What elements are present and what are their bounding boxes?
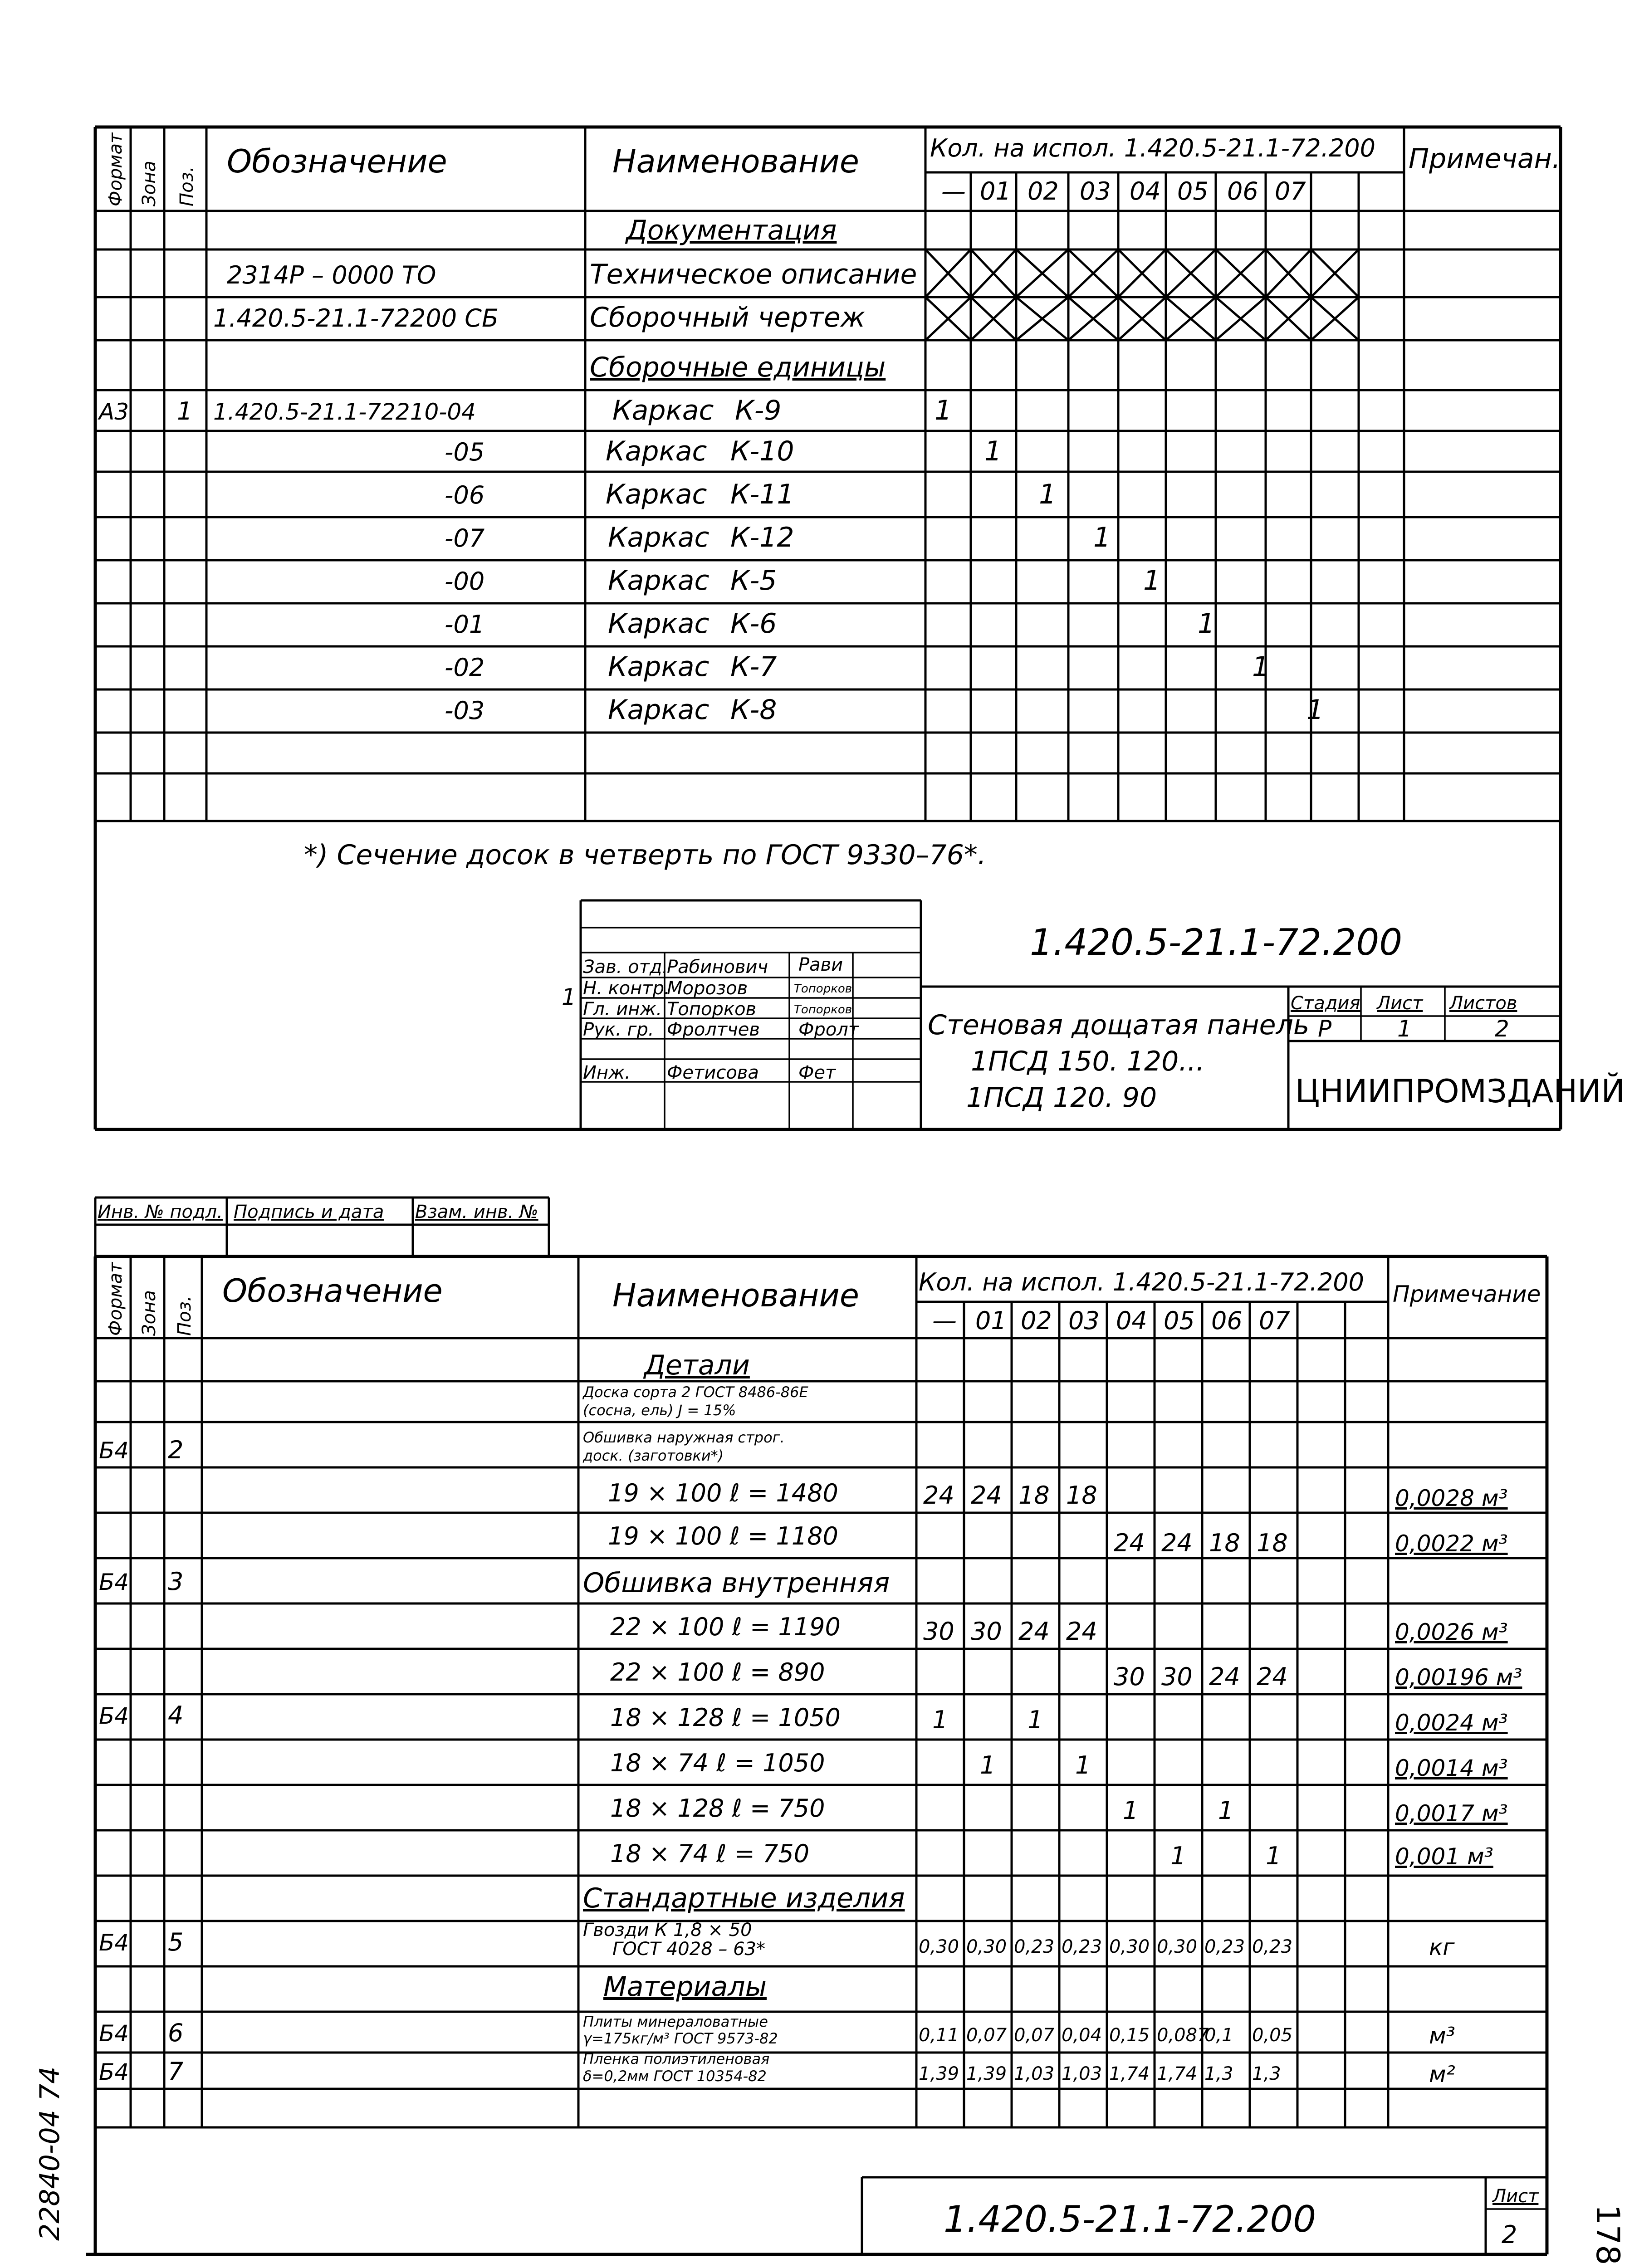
qty-cell: 0,30 [1157, 1936, 1198, 1957]
qty-cell: 1,74 [1109, 2063, 1150, 2084]
parts-row [582, 1383, 809, 1419]
row-mark: К-6 [730, 608, 777, 640]
row-name-line: доск. (заготовки*) [583, 1447, 724, 1464]
row-name: Каркас [608, 608, 710, 640]
variant-header: 04 [1116, 1306, 1147, 1335]
header-designation: Обозначение [222, 1272, 443, 1310]
archive-inv-label: Инв. № подл. [98, 1202, 223, 1222]
qty-cell: 0,11 [919, 2025, 959, 2046]
row-format: А3 [99, 399, 129, 425]
sheet-label: Лист [1492, 2186, 1539, 2207]
assembly-row [445, 479, 1056, 510]
section-documentation [213, 215, 1359, 340]
row-name: Каркас [606, 435, 707, 467]
row-pos: 1 [177, 397, 193, 425]
section-assembly-units [98, 352, 1324, 726]
row-name-line: γ=175кг/м³ ГОСТ 9573-82 [583, 2030, 778, 2047]
qty-cell: 24 [971, 1481, 1002, 1510]
assembly-row [98, 395, 952, 426]
footnote: *) Сечение досок в четверть по ГОСТ 9330–76*. [304, 839, 986, 871]
row-mark: К-10 [730, 435, 794, 467]
qty-cell: 24 [1257, 1662, 1288, 1691]
qty-cell: 0,23 [1062, 1936, 1102, 1957]
qty-cell: 0,30 [919, 1936, 959, 1957]
assembly-row [445, 435, 1002, 467]
row-designation: -02 [445, 653, 485, 682]
crossed-cells [925, 249, 1359, 340]
signature: Топорков [794, 982, 852, 996]
row-name-line: ГОСТ 4028 – 63* [612, 1939, 765, 1960]
variant-header: 01 [975, 1306, 1007, 1335]
organization: ЦНИИПРОМЗДАНИЙ [1295, 1073, 1625, 1110]
standard-row [99, 1920, 1455, 1960]
stage-value: Р [1318, 1016, 1332, 1042]
qty-cell: 0,30 [1109, 1936, 1150, 1957]
qty-cell: 0,04 [1062, 2025, 1102, 2046]
doc-name: Сборочный чертеж [590, 302, 865, 333]
qty-cell: 1,03 [1062, 2063, 1102, 2084]
row-note: 0,001 м³ [1395, 1843, 1493, 1870]
row-format: Б4 [99, 2020, 129, 2047]
row-format: Б4 [99, 1930, 129, 1956]
qty-cell: 24 [1209, 1662, 1240, 1691]
variant-header: 06 [1211, 1306, 1243, 1335]
row-mark: К-9 [735, 395, 782, 426]
row-name-line: δ=0,2мм ГОСТ 10354-82 [583, 2068, 767, 2085]
qty-cell: 24 [923, 1481, 954, 1510]
sheet-value: 1 [1397, 1016, 1412, 1042]
parts-row [610, 1839, 1493, 1870]
doc-designation: 1.420.5-21.1-72200 СБ [213, 304, 499, 332]
row-note: 0,00196 м³ [1395, 1664, 1522, 1691]
qty-mark: 1 [1198, 608, 1215, 640]
person-name: Морозов [667, 978, 748, 999]
signature: Фет [798, 1062, 836, 1083]
archive-sign-label: Подпись и дата [234, 1202, 384, 1222]
stamp-title-line: 1ПСД 120. 90 [966, 1082, 1157, 1114]
row-mark: К-11 [730, 479, 794, 510]
qty-cell: 0,07 [966, 2025, 1007, 2046]
header-pos: Поз. [174, 1295, 195, 1336]
variant-header: 01 [980, 177, 1011, 205]
qty-cell: 24 [1018, 1617, 1050, 1646]
role: Зав. отд. [583, 957, 668, 978]
qty-cell: 1,39 [919, 2063, 959, 2084]
row-name: 22 × 100 ℓ = 890 [610, 1658, 825, 1686]
stamp-code: 1.420.5-21.1-72.200 [1030, 921, 1403, 963]
header-designation: Обозначение [227, 143, 447, 180]
row-name: Каркас [608, 694, 710, 726]
page-number: 178 [1589, 2204, 1626, 2265]
revision-mark: 1 [562, 984, 576, 1010]
row-note: 0,0024 м³ [1395, 1710, 1508, 1736]
sheet-2-specification [34, 1198, 1626, 2265]
qty-mark: 1 [984, 435, 1002, 467]
role: Н. контр. [583, 978, 670, 999]
row-format: Б4 [99, 1569, 129, 1595]
row-mark: К-8 [730, 694, 777, 726]
assembly-row [445, 694, 1324, 726]
sheet-2-header [105, 1261, 1541, 1336]
qty-cell: 1 [1218, 1796, 1234, 1825]
qty-cell: 24 [1161, 1529, 1193, 1557]
qty-cell: 1 [1170, 1842, 1186, 1870]
row-designation: -06 [445, 481, 485, 509]
row-format: Б4 [99, 1703, 129, 1729]
variant-header: 04 [1130, 177, 1161, 205]
archive-number: 22840-04 74 [34, 2066, 66, 2241]
row-designation: -01 [445, 610, 485, 639]
row-mark: К-12 [730, 522, 794, 553]
variant-header: 02 [1021, 1306, 1052, 1335]
row-note: 0,0022 м³ [1395, 1530, 1508, 1557]
qty-cell: 0,05 [1252, 2025, 1293, 2046]
row-name: 18 × 128 ℓ = 1050 [610, 1703, 841, 1732]
row-pos: 3 [168, 1567, 184, 1596]
parts-row [608, 1522, 1508, 1557]
qty-cell: 1,74 [1157, 2063, 1198, 2084]
header-zone: Зона [139, 161, 160, 206]
qty-cell: 0,07 [1014, 2025, 1055, 2046]
row-designation: -00 [445, 567, 485, 596]
section-title: Сборочные единицы [590, 352, 886, 383]
variant-headers [941, 177, 1306, 205]
row-pos: 7 [168, 2057, 184, 2086]
row-name: 18 × 128 ℓ = 750 [610, 1794, 825, 1823]
row-name: Каркас [608, 651, 710, 683]
row-format: Б4 [99, 1437, 129, 1464]
row-pos: 4 [168, 1701, 184, 1730]
signature: Топорков [794, 1003, 852, 1017]
qty-cell: 0,23 [1014, 1936, 1055, 1957]
qty-cell: 24 [1066, 1617, 1097, 1646]
doc-name: Техническое описание [590, 259, 917, 290]
row-format: Б4 [99, 2059, 129, 2085]
archive-strip [95, 1198, 549, 1256]
header-format: Формат [105, 1262, 126, 1336]
qty-cell: 0,23 [1204, 1936, 1245, 1957]
section-parts [99, 1349, 1522, 1870]
qty-cell: 18 [1209, 1529, 1240, 1557]
qty-cell: 0,087 [1157, 2025, 1209, 2046]
row-designation: 1.420.5-21.1-72210-04 [213, 399, 476, 425]
sheet-1-specification [95, 127, 1625, 1129]
header-zone: Зона [139, 1290, 160, 1336]
header-format: Формат [105, 132, 126, 206]
sheet-value: 2 [1502, 2220, 1517, 2249]
qty-cell: 1,39 [966, 2063, 1007, 2084]
qty-cell: 1 [980, 1751, 996, 1779]
qty-cell: 30 [971, 1617, 1002, 1646]
row-note: 0,0017 м³ [1395, 1800, 1508, 1827]
header-name: Наименование [612, 143, 859, 180]
row-pos: 6 [168, 2019, 184, 2047]
row-name-line: Пленка полиэтиленовая [583, 2050, 770, 2068]
header-qty-group: Кол. на испол. 1.420.5-21.1-72.200 [919, 1268, 1365, 1296]
material-row [99, 2050, 1455, 2087]
row-designation: -05 [445, 438, 485, 466]
row-note: м³ [1429, 2023, 1455, 2049]
variant-headers [932, 1306, 1290, 1335]
person-name: Рабинович [667, 957, 768, 978]
qty-cell: 18 [1066, 1481, 1097, 1510]
row-note: 0,0026 м³ [1395, 1619, 1508, 1645]
row-name-line: (сосна, ель) J = 15% [583, 1402, 736, 1419]
stamp-title-line: 1ПСД 150. 120... [971, 1046, 1205, 1077]
qty-cell: 1 [1123, 1796, 1139, 1825]
row-note: 0,0028 м³ [1395, 1485, 1508, 1511]
row-name: Каркас [612, 395, 714, 426]
row-name-line: Доска сорта 2 ГОСТ 8486-86Е [583, 1383, 808, 1401]
row-name: Каркас [606, 479, 707, 510]
role: Гл. инж. [583, 999, 662, 1020]
row-mark: К-5 [730, 565, 777, 596]
variant-header: 03 [1080, 177, 1111, 205]
qty-cell: 1,03 [1014, 2063, 1055, 2084]
row-name-line: Гвозди К 1,8 × 50 [583, 1920, 752, 1941]
stamp-title-line: Стеновая дощатая панель [928, 1009, 1310, 1041]
section-materials [99, 1971, 1455, 2087]
qty-cell: 1 [1028, 1706, 1043, 1734]
section-title: Детали [644, 1349, 750, 1381]
qty-mark: 1 [1306, 694, 1324, 726]
assembly-row [445, 565, 1160, 596]
row-name: Обшивка внутренняя [583, 1567, 890, 1599]
qty-cell: 1,3 [1204, 2063, 1233, 2084]
section-title: Документация [626, 215, 837, 246]
row-name: Каркас [608, 522, 710, 553]
qty-cell: 30 [1114, 1662, 1145, 1691]
stage-label: Стадия [1291, 993, 1360, 1014]
qty-cell: 1 [1075, 1751, 1091, 1779]
qty-cell: 1 [1266, 1842, 1282, 1870]
parts-row [610, 1658, 1522, 1691]
qty-cell: 1 [932, 1706, 948, 1734]
qty-cell: 1,3 [1252, 2063, 1281, 2084]
title-block-2 [862, 2177, 1547, 2254]
qty-cell: 18 [1018, 1481, 1050, 1510]
sheet-2-table-grid [95, 1256, 1547, 2127]
qty-cell: 18 [1257, 1529, 1288, 1557]
row-name: 22 × 100 ℓ = 1190 [610, 1613, 841, 1641]
role: Инж. [583, 1062, 631, 1083]
row-note: 0,0014 м³ [1395, 1755, 1508, 1781]
row-name: 18 × 74 ℓ = 750 [610, 1839, 810, 1868]
assembly-row [445, 608, 1215, 640]
qty-cell: 30 [1161, 1662, 1193, 1691]
variant-header: 03 [1068, 1306, 1100, 1335]
header-pos: Поз. [176, 166, 197, 206]
qty-mark: 1 [1143, 565, 1161, 596]
qty-mark: 1 [1252, 651, 1270, 683]
variant-header: 07 [1275, 177, 1306, 205]
signature: Рави [798, 954, 843, 975]
row-name: Каркас [608, 565, 710, 596]
qty-cell: 0,30 [966, 1936, 1007, 1957]
row-name: 19 × 100 ℓ = 1180 [608, 1522, 838, 1550]
variant-header: 07 [1259, 1306, 1290, 1335]
person-name: Топорков [667, 999, 757, 1020]
variant-header: 02 [1028, 177, 1059, 205]
variant-header: — [941, 177, 966, 205]
row-name: 19 × 100 ℓ = 1480 [608, 1479, 838, 1507]
sheet-1-header [105, 132, 1561, 206]
archive-replace-label: Взам. инв. № [415, 1202, 538, 1222]
variant-header: 05 [1177, 177, 1209, 205]
material-row [99, 2013, 1455, 2049]
assembly-row [445, 522, 1111, 553]
row-pos: 2 [168, 1436, 184, 1464]
row-mark: К-7 [730, 651, 777, 683]
section-title: Материалы [603, 1971, 767, 2003]
person-name: Фетисова [667, 1062, 759, 1083]
header-qty-group: Кол. на испол. 1.420.5-21.1-72.200 [930, 134, 1376, 162]
stamp-code: 1.420.5-21.1-72.200 [944, 2198, 1316, 2240]
qty-mark: 1 [1039, 479, 1057, 510]
variant-header: 06 [1227, 177, 1258, 205]
assembly-row [445, 651, 1269, 683]
qty-cell: 30 [923, 1617, 954, 1646]
signature: Фролт [798, 1019, 859, 1040]
qty-mark: 1 [1093, 522, 1111, 553]
person-name: Фролтчев [667, 1019, 760, 1040]
parts-row [99, 1567, 890, 1599]
parts-row [608, 1479, 1508, 1511]
sheets-value: 2 [1495, 1016, 1509, 1042]
row-pos: 5 [168, 1928, 184, 1956]
header-name: Наименование [612, 1277, 859, 1314]
row-note: кг [1429, 1934, 1455, 1960]
qty-cell: 0,23 [1252, 1936, 1293, 1957]
role: Рук. гр. [583, 1019, 654, 1040]
variant-header: 05 [1164, 1306, 1195, 1335]
sheet-label: Лист [1377, 993, 1423, 1014]
qty-mark: 1 [935, 395, 952, 426]
title-block [562, 900, 1625, 1129]
section-title: Стандартные изделия [583, 1882, 905, 1914]
row-name: 18 × 74 ℓ = 1050 [610, 1749, 825, 1777]
variant-header: — [932, 1306, 957, 1335]
qty-cell: 0,15 [1109, 2025, 1150, 2046]
qty-cell: 0,1 [1204, 2025, 1233, 2046]
row-name-line: Плиты минераловатные [583, 2013, 768, 2030]
sheets-label: Листов [1449, 993, 1517, 1014]
header-notes: Примечан. [1409, 143, 1561, 175]
header-notes: Примечание [1393, 1281, 1541, 1307]
row-designation: -07 [445, 524, 485, 552]
row-designation: -03 [445, 696, 485, 725]
doc-designation: 2314Р – 0000 ТО [227, 261, 436, 289]
qty-cell: 24 [1114, 1529, 1145, 1557]
row-note: м² [1429, 2061, 1455, 2087]
row-name-line: Обшивка наружная строг. [583, 1429, 785, 1446]
